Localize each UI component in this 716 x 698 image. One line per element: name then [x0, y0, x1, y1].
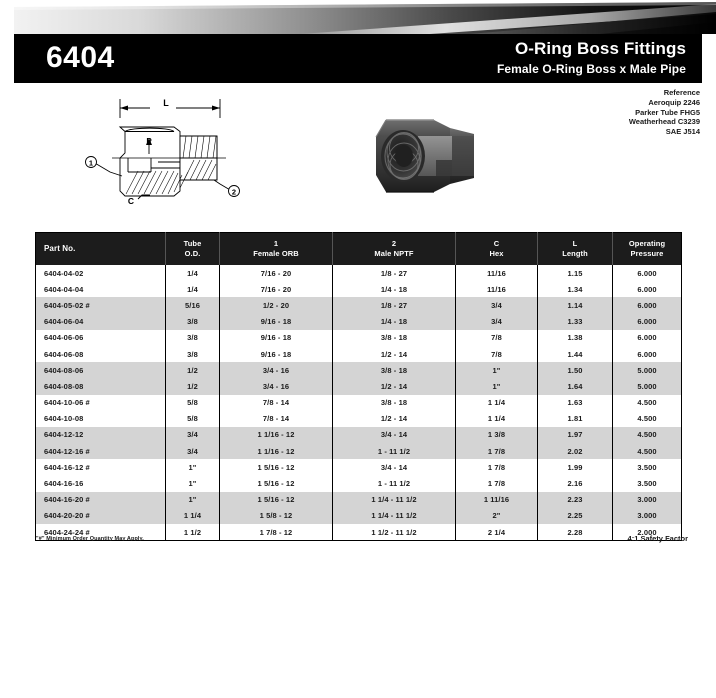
table-cell: 3.000 — [613, 492, 682, 508]
table-cell: 3/8 — [166, 330, 220, 346]
column-header-operating-pressure: Operating Pressure — [613, 233, 682, 266]
table-cell: 1 7/8 — [456, 459, 538, 475]
table-cell: 7/8 — [456, 330, 538, 346]
table-row — [36, 265, 682, 281]
footnote-minimum-order: "#" Minimum Order Quantity May Apply. — [36, 536, 144, 542]
table-cell: 1 1/16 - 12 — [220, 443, 333, 459]
cell-part-no: 6404-12-16 # — [36, 443, 166, 459]
table-cell: 3/8 - 18 — [333, 362, 456, 378]
table-row — [36, 395, 682, 411]
table-cell: 1 7/8 — [456, 443, 538, 459]
table-cell: 7/16 - 20 — [220, 281, 333, 297]
cell-part-no: 6404-05-02 # — [36, 297, 166, 313]
table-cell: 1.81 — [538, 411, 613, 427]
reference-line-sae: SAE J514 — [665, 126, 700, 136]
table-row — [36, 475, 682, 491]
column-header-male-nptf: 2 Male NPTF — [333, 233, 456, 266]
table-cell: 1 11/16 — [456, 492, 538, 508]
table-cell: 2.02 — [538, 443, 613, 459]
table-cell: 6.000 — [613, 314, 682, 330]
table-cell: 7/8 — [456, 346, 538, 362]
table-row — [36, 330, 682, 346]
table-cell: 3/8 - 18 — [333, 330, 456, 346]
table-cell: 1 1/4 — [456, 395, 538, 411]
table-cell: 1.63 — [538, 395, 613, 411]
reference-line-parker: Parker Tube FHG5 — [635, 107, 700, 117]
table-cell: 5/8 — [166, 411, 220, 427]
table-cell: 2.23 — [538, 492, 613, 508]
table-cell: 1/8 - 27 — [333, 265, 456, 281]
table-cell: 3/8 — [166, 346, 220, 362]
table-cell: 1 1/4 - 11 1/2 — [333, 508, 456, 524]
table-cell: 3.500 — [613, 459, 682, 475]
cell-part-no: 6404-10-06 # — [36, 395, 166, 411]
table-cell: 4.500 — [613, 395, 682, 411]
table-cell: 3.500 — [613, 475, 682, 491]
product-photo — [356, 110, 486, 202]
table-cell: 5/8 — [166, 395, 220, 411]
table-cell: 1 5/16 - 12 — [220, 475, 333, 491]
table-cell: 1.97 — [538, 427, 613, 443]
reference-line-aeroquip: Aeroquip 2246 — [648, 98, 700, 108]
table-cell: 6.000 — [613, 346, 682, 362]
callout-2: 2 — [231, 187, 237, 197]
table-cell: 1 5/16 - 12 — [220, 459, 333, 475]
table-cell: 1 7/8 — [456, 475, 538, 491]
cell-part-no: 6404-04-02 — [36, 265, 166, 281]
footnote-safety-factor: 4:1 Safety Factor — [627, 534, 688, 543]
reference-heading: Reference — [663, 88, 700, 97]
table-cell: 3/4 — [456, 314, 538, 330]
cell-part-no: 6404-04-04 — [36, 281, 166, 297]
table-cell: 1/2 - 14 — [333, 378, 456, 394]
table-cell: 4.500 — [613, 443, 682, 459]
table-cell: 3.000 — [613, 508, 682, 524]
table-row — [36, 492, 682, 508]
table-cell: 3/4 - 14 — [333, 427, 456, 443]
table-cell: 1 1/4 - 11 1/2 — [333, 492, 456, 508]
specification-table-container — [35, 232, 681, 541]
table-cell: 1/2 — [166, 378, 220, 394]
table-cell: 11/16 — [456, 265, 538, 281]
table-cell: 1.34 — [538, 281, 613, 297]
table-cell: 1" — [166, 459, 220, 475]
table-row — [36, 297, 682, 313]
reference-line-weatherhead: Weatherhead C3239 — [628, 117, 700, 127]
table-row — [36, 508, 682, 524]
table-cell: 1" — [456, 362, 538, 378]
table-cell: 1.44 — [538, 346, 613, 362]
table-cell: 4.500 — [613, 411, 682, 427]
table-cell: 1 7/8 - 12 — [220, 524, 333, 541]
table-cell: 1/2 — [166, 362, 220, 378]
table-cell: 1/4 - 18 — [333, 281, 456, 297]
table-cell: 3/4 - 16 — [220, 378, 333, 394]
table-cell: 9/16 - 18 — [220, 346, 333, 362]
table-cell: 6.000 — [613, 281, 682, 297]
table-cell: 2.28 — [538, 524, 613, 541]
table-cell: 1 - 11 1/2 — [333, 443, 456, 459]
table-cell: 9/16 - 18 — [220, 330, 333, 346]
table-cell: 2.25 — [538, 508, 613, 524]
table-cell: 1" — [456, 378, 538, 394]
cell-part-no: 6404-16-12 # — [36, 459, 166, 475]
table-cell: 1 1/4 — [456, 411, 538, 427]
table-row — [36, 411, 682, 427]
table-cell: 3/8 - 18 — [333, 395, 456, 411]
table-cell: 1/8 - 27 — [333, 297, 456, 313]
table-row — [36, 314, 682, 330]
table-cell: 1 1/2 - 11 1/2 — [333, 524, 456, 541]
column-header-part-no: Part No. — [44, 244, 76, 253]
column-header-female-orb: 1 Female ORB — [220, 233, 333, 266]
cell-part-no: 6404-06-08 — [36, 346, 166, 362]
column-header-hex: C Hex — [456, 233, 538, 266]
table-cell: 7/8 - 14 — [220, 411, 333, 427]
table-body — [36, 265, 682, 541]
table-cell: 6.000 — [613, 330, 682, 346]
table-row — [36, 362, 682, 378]
cell-part-no: 6404-16-20 # — [36, 492, 166, 508]
table-cell: 1/2 - 14 — [333, 346, 456, 362]
page-part-number: 6404 — [46, 41, 115, 74]
column-header-length: L Length — [538, 233, 613, 266]
table-cell: 2 1/4 — [456, 524, 538, 541]
table-cell: 7/8 - 14 — [220, 395, 333, 411]
table-cell: 11/16 — [456, 281, 538, 297]
table-cell: 1/2 - 14 — [333, 411, 456, 427]
table-cell: 6.000 — [613, 297, 682, 313]
reference-block — [629, 88, 700, 136]
table-cell: 1.33 — [538, 314, 613, 330]
table-cell: 2.16 — [538, 475, 613, 491]
table-cell: 3/4 — [456, 297, 538, 313]
table-cell: 5.000 — [613, 362, 682, 378]
table-cell: 1.14 — [538, 297, 613, 313]
table-cell: 1" — [166, 475, 220, 491]
cell-part-no: 6404-16-16 — [36, 475, 166, 491]
page-subtitle: Female O-Ring Boss x Male Pipe — [496, 62, 686, 76]
table-cell: 1 1/2 — [166, 524, 220, 541]
table-cell: 1/4 — [166, 281, 220, 297]
table-cell: 3/4 - 14 — [333, 459, 456, 475]
table-cell: 1 - 11 1/2 — [333, 475, 456, 491]
dim-label-L: L — [163, 98, 169, 108]
table-cell: 3/4 - 16 — [220, 362, 333, 378]
thread-symbol-P: P — [146, 137, 152, 146]
table-cell: 1.64 — [538, 378, 613, 394]
cell-part-no: 6404-08-06 — [36, 362, 166, 378]
table-cell: 3/4 — [166, 427, 220, 443]
table-cell: 1 1/16 - 12 — [220, 427, 333, 443]
table-row — [36, 346, 682, 362]
cell-part-no: 6404-08-08 — [36, 378, 166, 394]
table-cell: 1 1/4 — [166, 508, 220, 524]
table-cell: 1.15 — [538, 265, 613, 281]
table-cell: 3/8 — [166, 314, 220, 330]
callout-1: 1 — [88, 158, 94, 168]
table-cell: 7/16 - 20 — [220, 265, 333, 281]
table-cell: 1/4 — [166, 265, 220, 281]
table-cell: 5.000 — [613, 378, 682, 394]
cell-part-no: 6404-12-12 — [36, 427, 166, 443]
table-cell: 1/2 - 20 — [220, 297, 333, 313]
table-cell: 1.38 — [538, 330, 613, 346]
table-cell: 1.50 — [538, 362, 613, 378]
table-row — [36, 443, 682, 459]
table-cell: 1 5/16 - 12 — [220, 492, 333, 508]
table-cell: 4.500 — [613, 427, 682, 443]
table-row — [36, 378, 682, 394]
page-title: O-Ring Boss Fittings — [514, 39, 686, 58]
table-cell: 2.000 — [613, 524, 682, 541]
table-cell: 9/16 - 18 — [220, 314, 333, 330]
dim-label-C: C — [127, 196, 135, 206]
title-block — [497, 39, 686, 77]
table-cell: 1 5/8 - 12 — [220, 508, 333, 524]
table-row — [36, 281, 682, 297]
table-cell: 1/4 - 18 — [333, 314, 456, 330]
table-header-row — [36, 233, 682, 266]
column-header-tube-od: Tube O.D. — [166, 233, 220, 266]
table-cell: 1 3/8 — [456, 427, 538, 443]
cell-part-no: 6404-10-08 — [36, 411, 166, 427]
table-cell: 1.99 — [538, 459, 613, 475]
specification-table — [35, 232, 682, 541]
title-bar — [14, 34, 702, 83]
top-banner-graphic — [0, 0, 716, 34]
table-cell: 3/4 — [166, 443, 220, 459]
cell-part-no: 6404-24-24 # — [36, 524, 166, 541]
table-cell: 1" — [166, 492, 220, 508]
table-row — [36, 427, 682, 443]
technical-drawing — [76, 96, 266, 218]
cell-part-no: 6404-06-04 — [36, 314, 166, 330]
table-row — [36, 459, 682, 475]
cell-part-no: 6404-20-20 # — [36, 508, 166, 524]
table-cell: 6.000 — [613, 265, 682, 281]
table-cell: 2" — [456, 508, 538, 524]
table-cell: 5/16 — [166, 297, 220, 313]
cell-part-no: 6404-06-06 — [36, 330, 166, 346]
